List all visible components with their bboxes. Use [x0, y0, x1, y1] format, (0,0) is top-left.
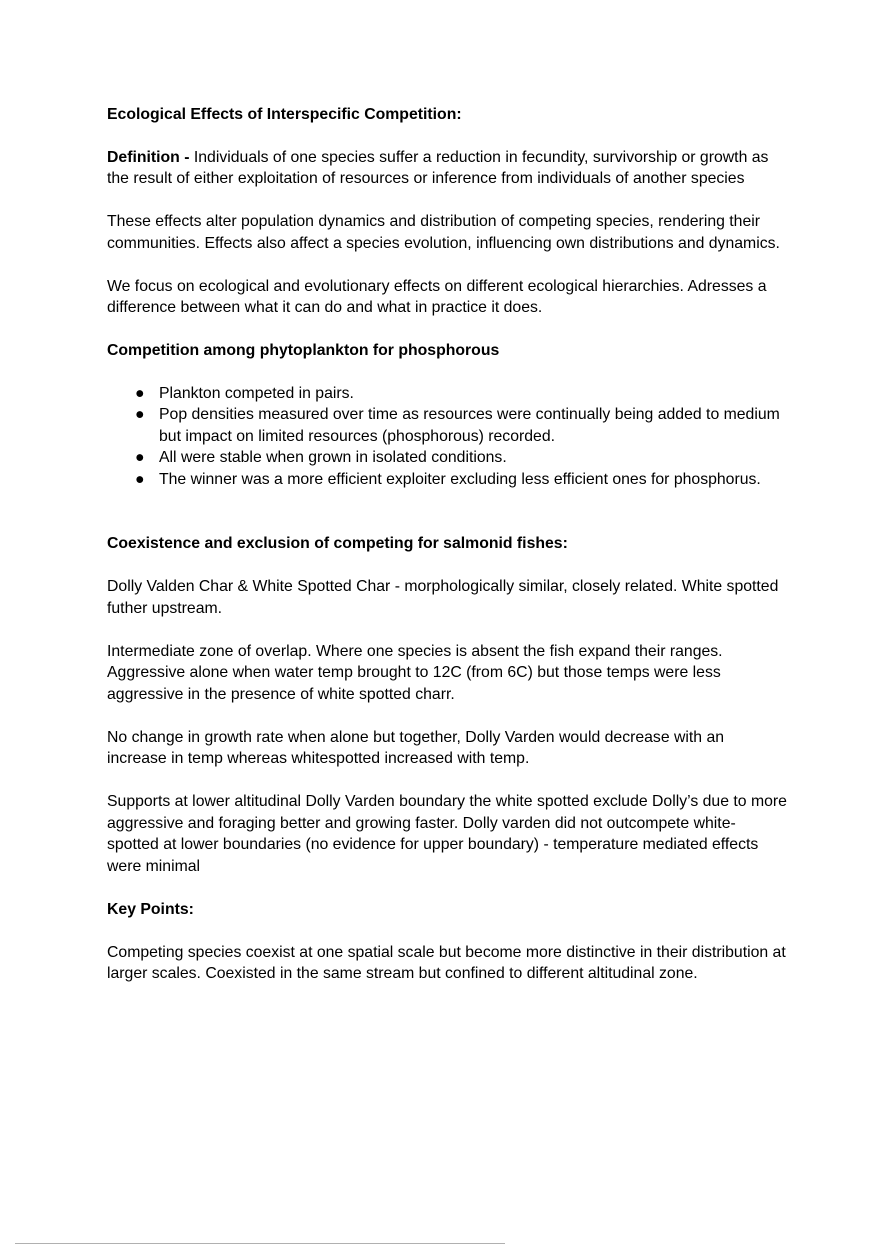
- bullet-icon: ●: [135, 470, 145, 488]
- salmonid-paragraph-3: No change in growth rate when alone but together, Dolly Varden would decrease with an increase in temp whereas whitespotted increased with temp.: [107, 728, 725, 767]
- section-heading-key-points: Key Points:: [107, 900, 194, 918]
- bullet-icon: ●: [135, 406, 145, 423]
- definition-label: Definition -: [107, 148, 190, 166]
- list-item: [107, 447, 787, 469]
- salmonid-paragraph-1: Dolly Valden Char & White Spotted Char - morphologically similar, closely related. White spotted futher upstream.: [107, 578, 779, 617]
- list-item: [107, 469, 787, 491]
- bullet-text: All were stable when grown in isolated conditions.: [159, 449, 507, 466]
- section-heading-phytoplankton: Competition among phytoplankton for phosphorous: [107, 342, 500, 359]
- intro-paragraph-2: We focus on ecological and evolutionary effects on different ecological hierarchies. Adresses a difference between what it can do and what in practice it does.: [107, 277, 767, 316]
- document-title: Ecological Effects of Interspecific Competition:: [107, 106, 462, 123]
- salmonid-paragraph-4: Supports at lower altitudinal Dolly Varden boundary the white spotted exclude Dolly’s due to more aggressive and foraging better and growing faster. Dolly varden did not outcompete white-spotted at lower boundaries (no evidence for upper boundary) - temperature mediated effects were minimal: [107, 793, 787, 875]
- section-heading-salmonid: Coexistence and exclusion of competing for salmonid fishes:: [107, 535, 568, 552]
- document-page: [107, 104, 787, 985]
- footer-divider: [15, 1243, 505, 1244]
- list-item: [107, 404, 787, 447]
- salmonid-paragraph-2: Intermediate zone of overlap. Where one species is absent the fish expand their ranges. Aggressive alone when water temp brought to 12C (from 6C) but those temps were less aggressive in the presence of white spotted charr.: [107, 642, 723, 703]
- bullet-text: The winner was a more efficient exploiter excluding less efficient ones for phosphorus.: [159, 470, 761, 488]
- definition-paragraph: [107, 147, 787, 190]
- intro-paragraph-1: These effects alter population dynamics and distribution of competing species, rendering their communities. Effects also affect a species evolution, influencing own distributions and dynamics.: [107, 213, 780, 252]
- list-item: [107, 383, 787, 405]
- definition-text: Individuals of one species suffer a reduction in fecundity, survivorship or growth as the result of either exploitation of resources or inference from individuals of another species: [107, 148, 769, 187]
- spacer: [107, 490, 787, 533]
- phytoplankton-bullet-list: [107, 383, 787, 491]
- bullet-text: Pop densities measured over time as resources were continually being added to medium but impact on limited resources (phosphorous) recorded.: [159, 406, 780, 445]
- bullet-icon: ●: [135, 449, 145, 466]
- bullet-icon: ●: [135, 384, 145, 402]
- bullet-text: Plankton competed in pairs.: [159, 384, 354, 402]
- key-points-paragraph: Competing species coexist at one spatial scale but become more distinctive in their distribution at larger scales. Coexisted in the same stream but confined to different altitudinal zone.: [107, 943, 786, 982]
